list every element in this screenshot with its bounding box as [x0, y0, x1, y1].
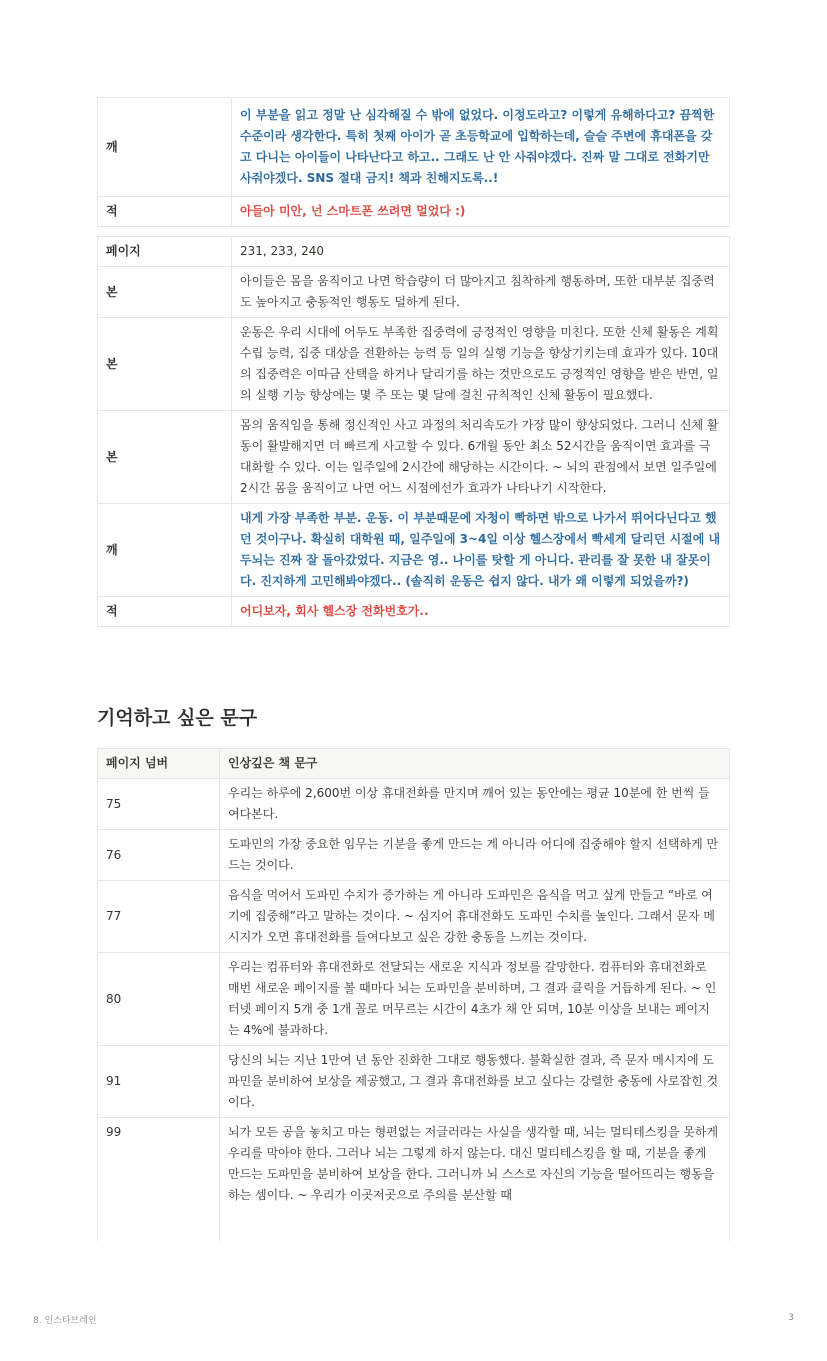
quote-text: 운동은 우리 시대에 어두도 부족한 집중력에 긍정적인 영향을 미친다. 또한 신체 활동은 계획 수립 능력, 집중 대상을 전환하는 능력 등 일의 실행 기능을 향상기키는데 효과가 있다. 10대의 집중력은 이따금 산택을 하거나 달리기를 하는 것만으로도 긍정적인 영향을 받은 반면, 일의 실행 기능 향상에는 몇 주 또는 몇 달에 걸친 규칙적인 신체 활동이 필요했다. — [232, 318, 730, 411]
quote-text: 우리는 하루에 2,600번 이상 휴대전화를 만지며 깨어 있는 동안에는 평균 10분에 한 번씩 들여다본다. — [220, 779, 730, 830]
table-row — [98, 98, 730, 197]
table-row — [98, 318, 730, 411]
page-number: 99 — [98, 1118, 220, 1242]
quote-text: 뇌가 모든 공을 놓치고 마는 형편없는 저글러라는 사실을 생각할 때, 뇌는 멀티테스킹을 못하게 우리를 막아야 한다. 그러나 뇌는 그렇게 하지 않는다. 대신 멀티테스킹을 할 때, 기분을 좋게 만드는 도파민을 분비하여 보상을 한다. 그러니까 뇌 스스로 자신의 기능을 떨어뜨리는 행동을 하는 셈이다. ~ 우리가 이곳저곳으로 주의를 분산할 때 — [220, 1118, 730, 1242]
reflection-text: 이 부분을 읽고 정말 난 심각해질 수 밖에 없었다. 이정도라고? 이렇게 유해하다고? 끔찍한 수준이라 생각한다. 특히 첫째 아이가 곧 초등학교에 입학하는데, 슬슬 주변에 휴대폰을 갖고 다니는 아이들이 나타난다고 하고.. 그래도 난 안 사줘야겠다. 진짜 말 그대로 전화기만 사줘야겠다. SNS 절대 금지! 책과 친해지도록..! — [232, 98, 730, 197]
row-label: 적 — [98, 597, 232, 627]
table-row — [98, 779, 730, 830]
table-row — [98, 237, 730, 267]
action-text: 아들아 미안, 넌 스마트폰 쓰려면 멀었다 :) — [232, 197, 730, 227]
page-number: 76 — [98, 830, 220, 881]
table-header-row — [98, 749, 730, 779]
row-label: 본 — [98, 318, 232, 411]
table-row — [98, 411, 730, 504]
quote-text: 당신의 뇌는 지난 1만여 년 동안 진화한 그대로 행동했다. 불확실한 결과, 즉 문자 메시지에 도파민을 분비하여 보상을 제공했고, 그 결과 휴대전화를 보고 싶다는 강렬한 충동에 사로잡힌 것이다. — [220, 1046, 730, 1118]
quote-text: 도파민의 가장 중요한 임무는 기분을 좋게 만드는 게 아니라 어디에 집중해야 할지 선택하게 만드는 것이다. — [220, 830, 730, 881]
row-label: 본 — [98, 411, 232, 504]
table-row — [98, 267, 730, 318]
quote-text: 아이들은 몸을 움직이고 나면 학습량이 더 많아지고 침착하게 행동하며, 또한 대부분 집중력도 높아지고 충동적인 행동도 덜하게 된다. — [232, 267, 730, 318]
footer-chapter: 8. 인스타브레인 — [33, 1316, 97, 1326]
reflection-text: 내게 가장 부족한 부분. 운동. 이 부분때문에 자청이 빡하면 밖으로 나가서 뛰어다닌다고 했던 것이구나. 확실히 대학원 때, 일주일에 3~4일 이상 헬스장에서 빡세게 달리던 시절에 내 두뇌는 진짜 잘 돌아갔었다. 지금은 영.. 나이를 탓할 게 아니다. 관리를 잘 못한 내 잘못이다. 진지하게 고민해봐야겠다.. (솔직히 운동은 쉽지 않다. 내가 왜 이렇게 되었을까?) — [232, 504, 730, 597]
table-row — [98, 1046, 730, 1118]
action-text: 어디보자, 회사 헬스장 전화번호가.. — [232, 597, 730, 627]
quote-text: 음식을 먹어서 도파민 수치가 증가하는 게 아니라 도파민은 음식을 먹고 싶게 만들고 “바로 여기에 집중해”라고 말하는 것이다. ~ 심지어 휴대전화도 도파민 수치를 높인다. 그래서 문자 메시지가 오면 휴대전화를 들여다보고 싶은 강한 충동을 느끼는 것이다. — [220, 881, 730, 953]
table-row — [98, 830, 730, 881]
quote-text: 몸의 움직임을 통해 정신적인 사고 과정의 처리속도가 가장 많이 향상되었다. 그러니 신체 활동이 활발해지면 더 빠르게 사고할 수 있다. 6개월 동안 최소 52시간을 움직이면 효과를 극대화할 수 있다. 이는 일주일에 2시간에 해당하는 시간이다. ~ 뇌의 관점에서 보면 일주일에 2시간 몸을 움직이고 나면 어느 시점에선가 효과가 나타나기 시작한다. — [232, 411, 730, 504]
column-header-page: 페이지 넘버 — [98, 749, 220, 779]
column-header-quote: 인상깊은 책 문구 — [220, 749, 730, 779]
page-number: 75 — [98, 779, 220, 830]
quote-text: 우리는 컴퓨터와 휴대전화로 전달되는 새로운 지식과 정보를 갈망한다. 컴퓨터와 휴대전화로 매번 새로운 페이지를 볼 때마다 뇌는 도파민을 분비하며, 그 결과 클릭을 거듭하게 된다. ~ 인터넷 페이지 5개 중 1개 꼴로 머무르는 시간이 4초가 채 안 되며, 10분 이상을 보내는 페이지는 4%에 불과하다. — [220, 953, 730, 1046]
page-number: 77 — [98, 881, 220, 953]
page-number: 80 — [98, 953, 220, 1046]
section-title: 기억하고 싶은 문구 — [97, 707, 258, 729]
reflection-table-top — [97, 97, 730, 227]
row-label: 적 — [98, 197, 232, 227]
table-row — [98, 597, 730, 627]
page-number-footer: 3 — [788, 1313, 794, 1323]
page-numbers: 231, 233, 240 — [232, 237, 730, 267]
table-row — [98, 953, 730, 1046]
table-row — [98, 881, 730, 953]
row-label: 본 — [98, 267, 232, 318]
row-label: 깨 — [98, 98, 232, 197]
table-row — [98, 1118, 730, 1242]
reading-notes-table — [97, 236, 730, 627]
memorable-quotes-table — [97, 748, 730, 1241]
row-label: 페이지 — [98, 237, 232, 267]
table-row — [98, 504, 730, 597]
page-number: 91 — [98, 1046, 220, 1118]
row-label: 깨 — [98, 504, 232, 597]
table-row — [98, 197, 730, 227]
